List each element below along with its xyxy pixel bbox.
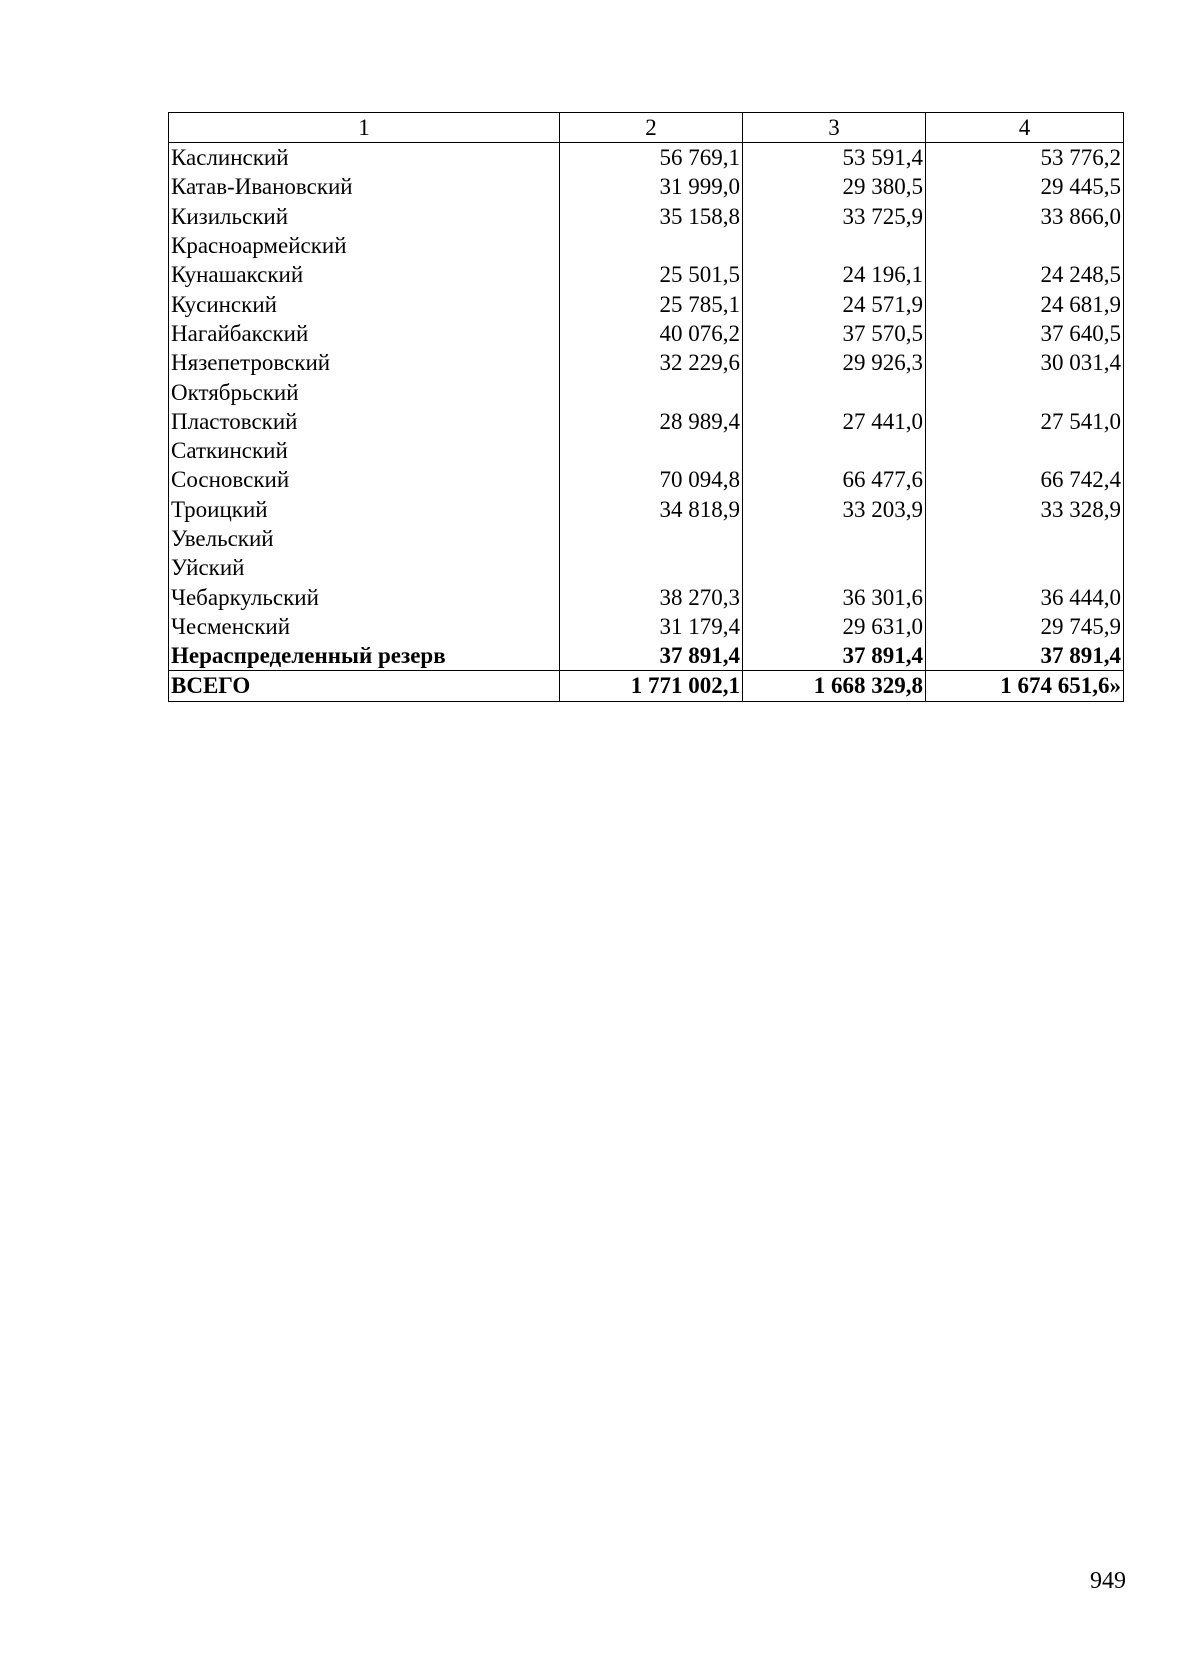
- district-name: Катав-Ивановский: [169, 172, 560, 201]
- value-col-2: 28 989,4: [560, 407, 743, 436]
- value-col-2: 38 270,3: [560, 582, 743, 611]
- table-row: [169, 436, 1124, 465]
- table-row: [169, 524, 1124, 553]
- budget-table: [168, 112, 1124, 702]
- reserve-label: Нераспределенный резерв: [169, 641, 560, 671]
- district-name: Октябрьский: [169, 377, 560, 406]
- table-header-row: [169, 113, 1124, 143]
- district-name: Кусинский: [169, 289, 560, 318]
- value-col-3: 66 477,6: [743, 465, 926, 494]
- value-col-2: 34 818,9: [560, 495, 743, 524]
- value-col-3: 37 570,5: [743, 319, 926, 348]
- reserve-value-col-3: 37 891,4: [743, 641, 926, 671]
- value-col-3: 29 631,0: [743, 612, 926, 641]
- value-col-3: [743, 436, 926, 465]
- table-row: [169, 407, 1124, 436]
- table-row: [169, 202, 1124, 231]
- value-col-3: 53 591,4: [743, 143, 926, 173]
- value-col-3: [743, 377, 926, 406]
- column-header-4: 4: [926, 113, 1124, 143]
- value-col-3: 36 301,6: [743, 582, 926, 611]
- value-col-4: 33 866,0: [926, 202, 1124, 231]
- column-header-2: 2: [560, 113, 743, 143]
- value-col-2: 56 769,1: [560, 143, 743, 173]
- table-row: [169, 289, 1124, 318]
- total-value-col-2: 1 771 002,1: [560, 671, 743, 701]
- reserve-value-col-2: 37 891,4: [560, 641, 743, 671]
- value-col-2: 25 785,1: [560, 289, 743, 318]
- table-row: [169, 260, 1124, 289]
- district-name: Каслинский: [169, 143, 560, 173]
- district-name: Чесменский: [169, 612, 560, 641]
- value-col-4: 36 444,0: [926, 582, 1124, 611]
- table-row: [169, 319, 1124, 348]
- district-name: Пластовский: [169, 407, 560, 436]
- value-col-4: 53 776,2: [926, 143, 1124, 173]
- value-col-4: 37 640,5: [926, 319, 1124, 348]
- total-label: ВСЕГО: [169, 671, 560, 701]
- value-col-4: [926, 524, 1124, 553]
- column-header-1: 1: [169, 113, 560, 143]
- value-col-2: 25 501,5: [560, 260, 743, 289]
- district-name: Красноармейский: [169, 231, 560, 260]
- value-col-2: [560, 553, 743, 582]
- value-col-4: 33 328,9: [926, 495, 1124, 524]
- district-name: Увельский: [169, 524, 560, 553]
- value-col-3: 29 926,3: [743, 348, 926, 377]
- table-row: [169, 495, 1124, 524]
- district-name: Уйский: [169, 553, 560, 582]
- value-col-2: 32 229,6: [560, 348, 743, 377]
- value-col-4: [926, 377, 1124, 406]
- value-col-2: 31 999,0: [560, 172, 743, 201]
- table-row: [169, 231, 1124, 260]
- value-col-3: 24 571,9: [743, 289, 926, 318]
- table-row: [169, 348, 1124, 377]
- page-number: 949: [1090, 1568, 1126, 1594]
- value-col-3: [743, 553, 926, 582]
- value-col-4: 29 745,9: [926, 612, 1124, 641]
- column-header-3: 3: [743, 113, 926, 143]
- value-col-2: [560, 524, 743, 553]
- total-value-col-3: 1 668 329,8: [743, 671, 926, 701]
- table-row: [169, 465, 1124, 494]
- value-col-4: [926, 436, 1124, 465]
- value-col-3: 33 725,9: [743, 202, 926, 231]
- district-name: Сосновский: [169, 465, 560, 494]
- table-row: [169, 582, 1124, 611]
- value-col-4: 27 541,0: [926, 407, 1124, 436]
- value-col-4: [926, 231, 1124, 260]
- value-col-2: [560, 231, 743, 260]
- value-col-4: 30 031,4: [926, 348, 1124, 377]
- value-col-4: [926, 553, 1124, 582]
- table-row: [169, 172, 1124, 201]
- reserve-row: [169, 641, 1124, 671]
- value-col-4: 24 248,5: [926, 260, 1124, 289]
- table-row: [169, 377, 1124, 406]
- district-name: Кунашакский: [169, 260, 560, 289]
- district-name: Чебаркульский: [169, 582, 560, 611]
- value-col-2: 35 158,8: [560, 202, 743, 231]
- total-value-col-4: 1 674 651,6»: [926, 671, 1124, 701]
- value-col-2: 70 094,8: [560, 465, 743, 494]
- value-col-3: 33 203,9: [743, 495, 926, 524]
- value-col-2: [560, 436, 743, 465]
- value-col-4: 29 445,5: [926, 172, 1124, 201]
- value-col-4: 66 742,4: [926, 465, 1124, 494]
- table-row: [169, 553, 1124, 582]
- total-row: [169, 671, 1124, 701]
- value-col-3: 24 196,1: [743, 260, 926, 289]
- value-col-3: 27 441,0: [743, 407, 926, 436]
- value-col-3: 29 380,5: [743, 172, 926, 201]
- district-name: Троицкий: [169, 495, 560, 524]
- table-row: [169, 143, 1124, 173]
- reserve-value-col-4: 37 891,4: [926, 641, 1124, 671]
- value-col-2: 31 179,4: [560, 612, 743, 641]
- value-col-2: 40 076,2: [560, 319, 743, 348]
- value-col-2: [560, 377, 743, 406]
- value-col-4: 24 681,9: [926, 289, 1124, 318]
- district-name: Саткинский: [169, 436, 560, 465]
- table-row: [169, 612, 1124, 641]
- value-col-3: [743, 524, 926, 553]
- district-name: Кизильский: [169, 202, 560, 231]
- value-col-3: [743, 231, 926, 260]
- district-name: Нязепетровский: [169, 348, 560, 377]
- district-name: Нагайбакский: [169, 319, 560, 348]
